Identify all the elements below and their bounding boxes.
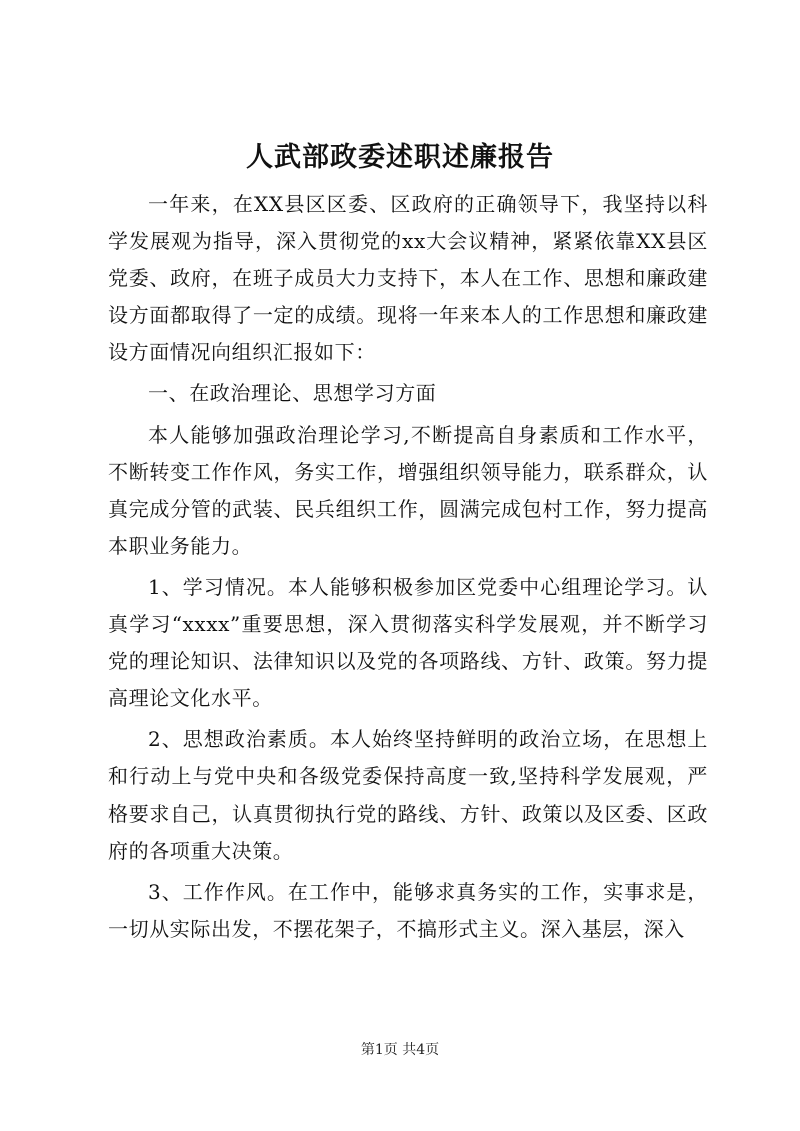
paragraph-political-study: 本人能够加强政治理论学习,不断提高自身素质和工作水平，不断转变工作作风，务实工作，增强组织领导能力，联系群众，认真完成分管的武装、民兵组织工作，圆满完成包村工作，努力提高本职业务能力。 <box>108 422 708 558</box>
page-number-footer: 第1页 共4页 <box>360 1042 440 1058</box>
section-heading-political-theory: 一、在政治理论、思想学习方面 <box>148 381 437 406</box>
paragraph-political-quality: 2、思想政治素质。本人始终坚持鲜明的政治立场，在思想上和行动上与党中央和各级党委保持高度一致,坚持科学发展观，严格要求自己，认真贯彻执行党的路线、方针、政策以及区委、区政府的各项重大决策。 <box>108 727 708 863</box>
paragraph-study-status: 1、学习情况。本人能够积极参加区党委中心组理论学习。认真学习“xxxx”重要思想，深入贯彻落实科学发展观，并不断学习党的理论知识、法律知识以及党的各项路线、方针、政策。努力提高理论文化水平。 <box>108 574 708 711</box>
document-title: 人武部政委述职述廉报告 <box>246 142 554 173</box>
document-body <box>108 186 708 952</box>
paragraph-work-style: 3、工作作风。在工作中，能够求真务实的工作，实事求是，一切从实际出发，不摆花架子，不搞形式主义。深入基层，深入 <box>108 879 708 941</box>
paragraph-intro: 一年来，在XX县区区委、区政府的正确领导下，我坚持以科学发展观为指导，深入贯彻党的xx大会议精神，紧紧依靠XX县区党委、政府，在班子成员大力支持下，本人在工作、思想和廉政建设方面都取得了一定的成绩。现将一年来本人的工作思想和廉政建设方面情况向组织汇报如下： <box>108 192 708 365</box>
